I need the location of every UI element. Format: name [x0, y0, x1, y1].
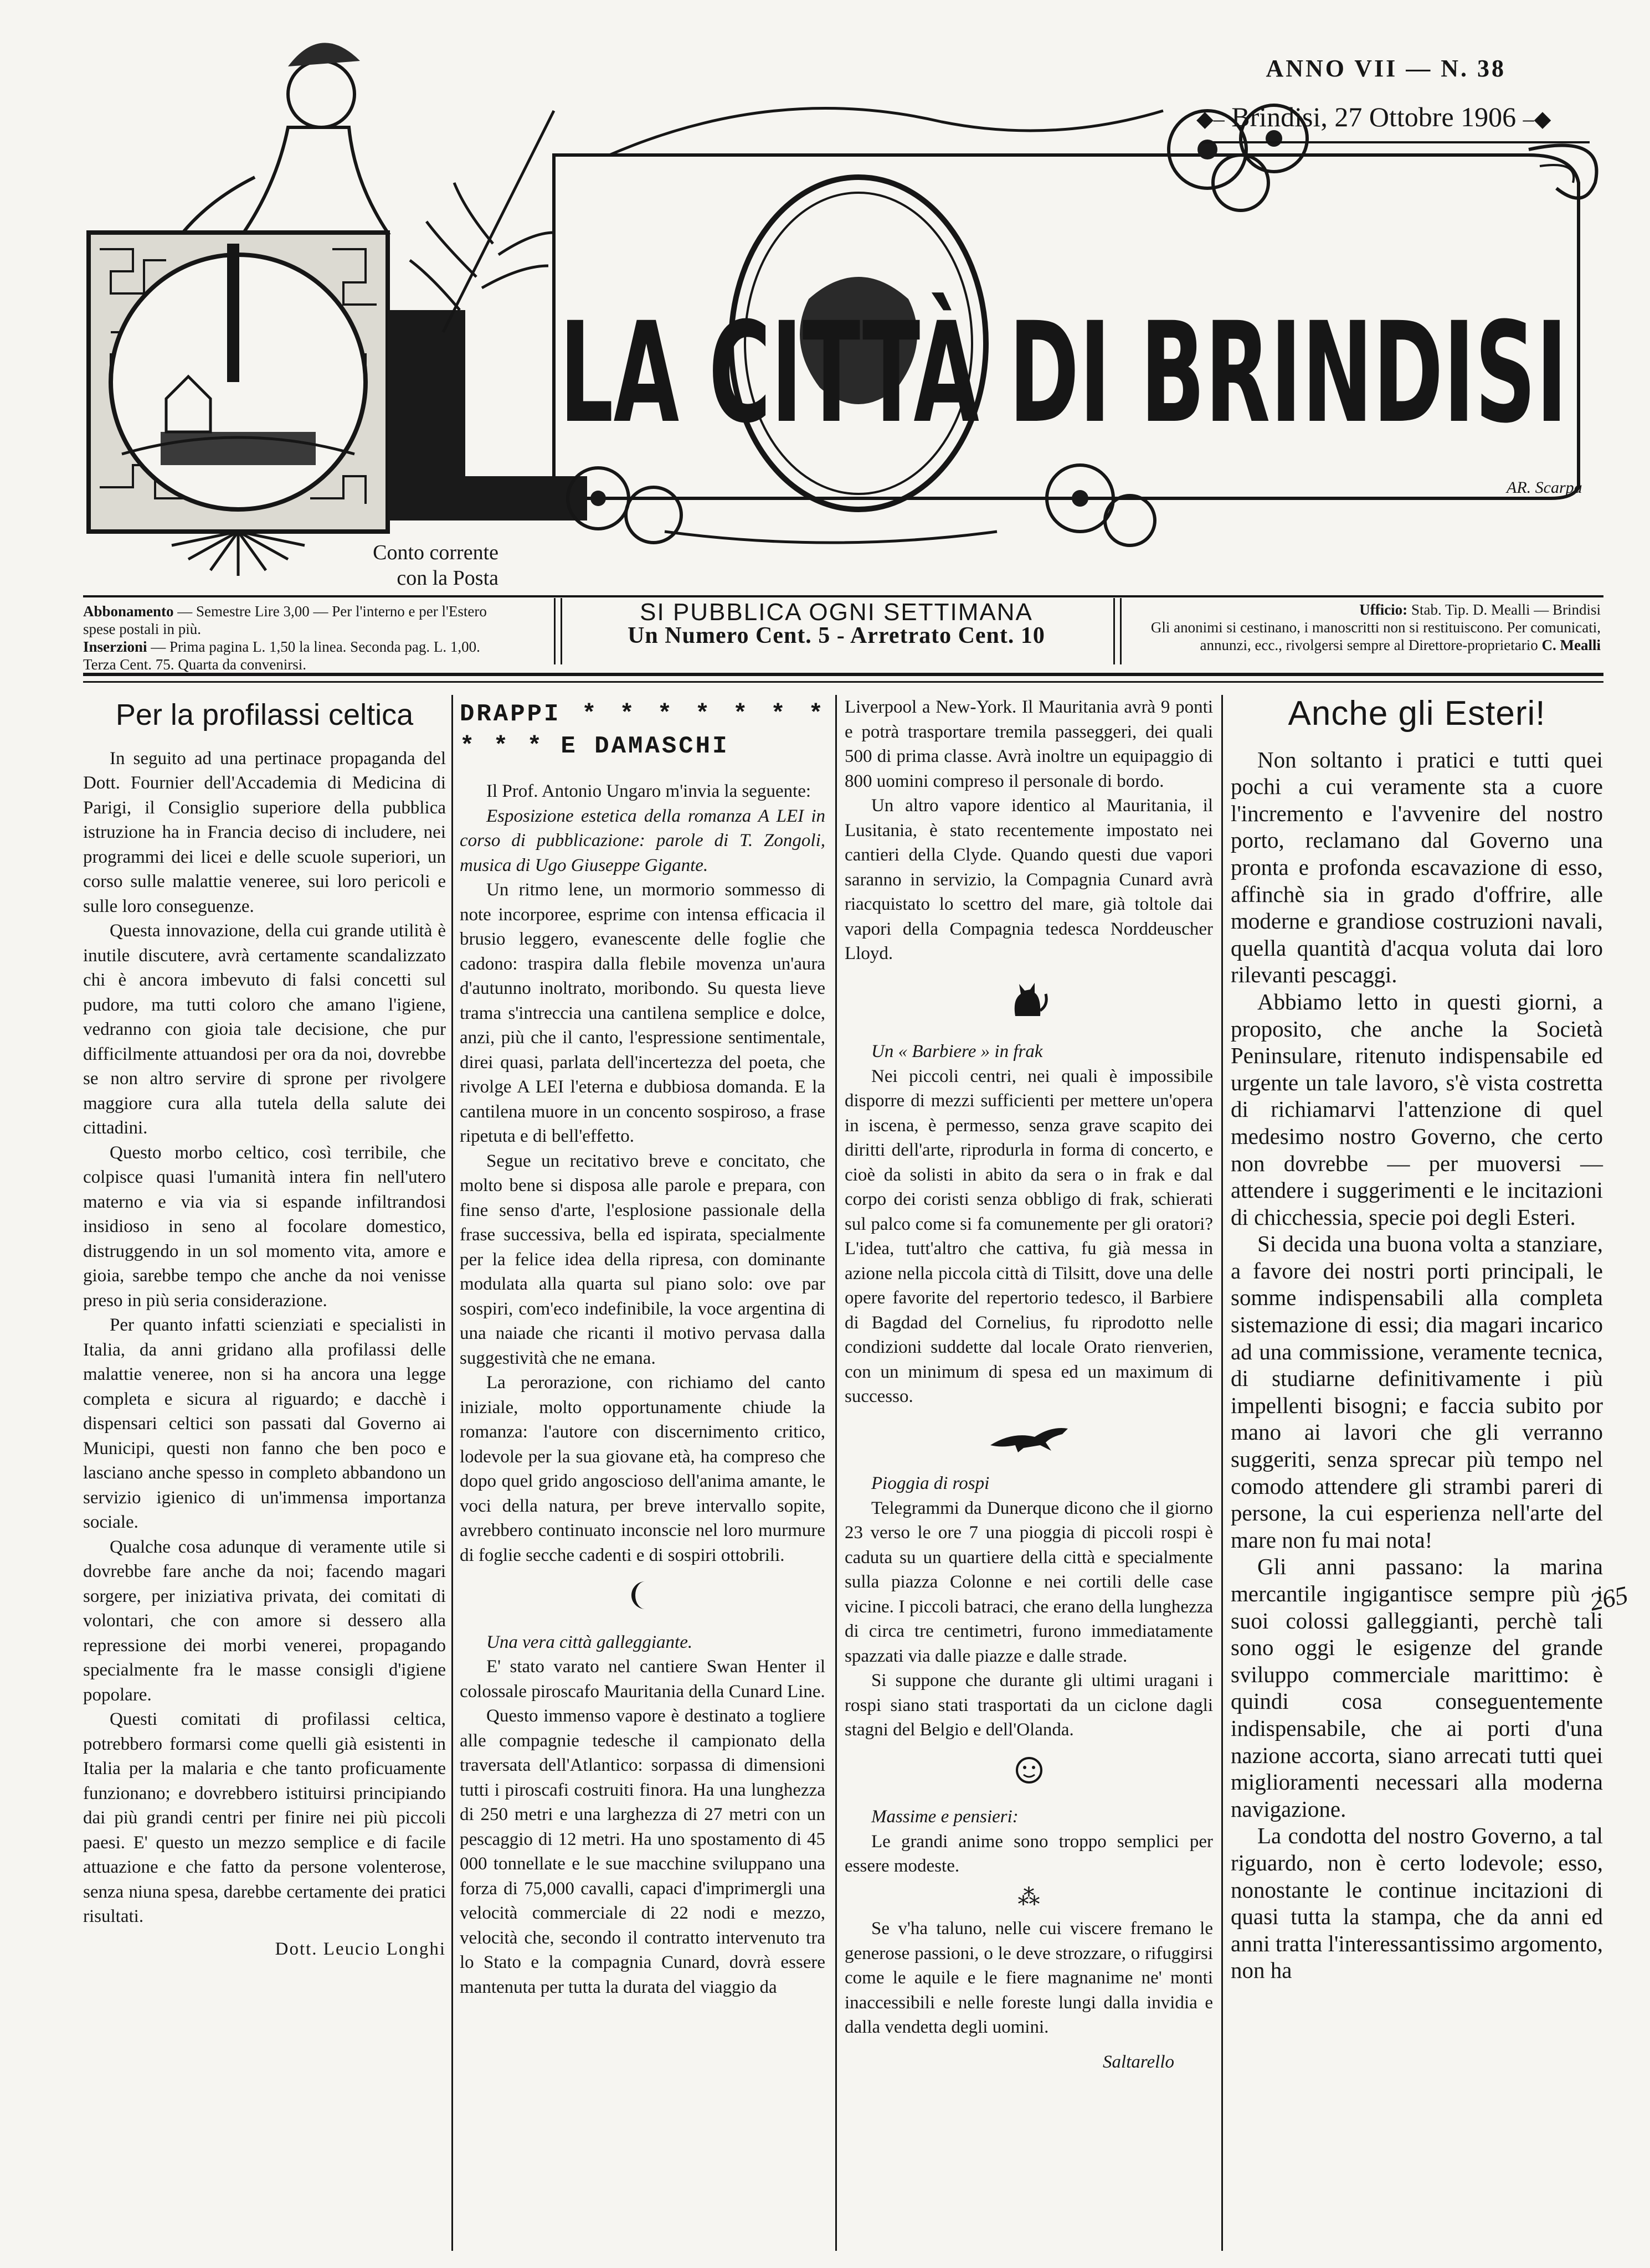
right-ornament-icon: ‒◆: [1523, 106, 1551, 131]
paragraph: Si decida una buona volta a stanziare, a favore dei nostri porti principali, le somme indispensabili alla completa sistemazione di essi; dia magari incarico ad una commissione, veramente tecnica, di studiarne definitivamente i più impellenti bisogni; e faccia subito por mano ai lavori che gli verranno suggeriti, senza sprecar più tempo nel comodo attendere gli strambi pareri di persone, la cui esperienza nell'arte del mare non fu mai nota!: [1231, 1231, 1603, 1553]
subheading: Una vera città galleggiante.: [486, 1632, 693, 1652]
subscription-info: [83, 602, 515, 673]
paragraph: Un ritmo lene, un mormorio sommesso di note incorporee, esprime con intensa efficacia il brusio leggero, evanescente delle foglie che cadono: traspira dalla flebile movenza un'aura d'autunno inoltrato, moribondo. Su questa lieve trama s'intreccia una cantilena semplice e dolce, anzi, più che il canto, l'espressione sentimentale, direi quasi, parlata dell'incertezza del poeta, che rivolge A LEI l'eterna e dubbiosa domanda. E la cantilena muore in un concento sospiroso, a frase ripetuta e di bell'effetto.: [460, 880, 825, 1146]
handwritten-note: 265: [1587, 1580, 1631, 1616]
issue-number: ANNO VII — N. 38: [1266, 55, 1506, 82]
dateline: [1196, 101, 1551, 133]
paragraph: Questo morbo celtico, così terribile, che colpisce quasi l'umanità intera fin nell'utero materno e via via si espande infiltrandosi insidioso in seno al focolare domestico, distruggendo in un sol momento vita, amore e gioia, sarebbe tempo che anche da noi venisse preso in più seria considerazione.: [83, 1142, 446, 1311]
lizard-icon: [845, 1420, 1213, 1461]
paragraph: Questo immenso vapore è destinato a togliere alle compagnie tedesche il campionato della traversata dell'Atlantico: sorpassa di dimensioni tutti i piroscafi costruiti finora. Ha una lunghezza di 250 metri e una larghezza di 27 metri con un pescaggio di 12 metri. Ha uno spostamento di 45 000 tonnellate e le sue macchine sviluppano una forza di 75,000 cavalli, capaci d'imprimergli una velocità commerciale di 22 nodi e mezzo, velocità che, secondo il contratto intervenuto tra lo Stato e la compagnia Cunard, dovrà essere mantenuta per tutta la durata del viaggio da: [460, 1706, 825, 1997]
face-icon: [845, 1754, 1213, 1794]
paragraph: Non soltanto i pratici e tutti quei pochi a cui veramente sta a cuore l'incremento e l'avvenire del nostro porto, reclamano dal Governo una pronta e profonda escavazione di esso, affinchè sia in grado d'offrire, alle moderne e grandiose costruzioni navali, quella quantità d'acqua voluta dai loro rilevanti pescaggi.: [1231, 746, 1603, 988]
asterism-icon: ⁂: [1017, 1884, 1040, 1910]
paragraph: Abbiamo letto in questi giorni, a proposito, che anche la Società Peninsulare, ritenuto indispensabile ed urgente un tale lavoro, s'è vista costretta di richiamarvi l'attenzione di quel medesimo nostro Governo, che certo non dovrebbe — per muoversi — attendere i suggerimenti e le incitazioni di chicchessia, specie poi degli Esteri.: [1231, 988, 1603, 1230]
abb-text: — Semestre Lire 3,00 — Per l'interno e per l'Estero spese postali in più.: [83, 603, 487, 637]
paragraph: Liverpool a New-York. Il Mauritania avrà 9 ponti e potrà trasportare tremila passeggeri, dei quali 500 di prima classe. Avrà inoltre un equipaggio di 800 uomini compreso il personale di bordo.: [845, 697, 1213, 791]
bar-rule-1: [83, 673, 1603, 676]
publication-frequency: SI PUBBLICA OGNI SETTIMANA: [640, 599, 1033, 626]
conto-line2: con la Posta: [397, 566, 498, 590]
masthead-illustration: [0, 0, 1650, 587]
column-rule-1: [451, 695, 453, 2251]
conto-corrente: [360, 540, 498, 591]
subheading: Massime e pensieri:: [871, 1807, 1019, 1827]
article-title: Per la profilassi celtica: [115, 698, 414, 731]
column-notizie: [845, 695, 1213, 2074]
paragraph: La perorazione, con richiamo del canto iniziale, molto opportunamente chiude la romanza: l'autore con discernimento critico, lodevole per la sua giovane età, ha compreso che dopo quel grido angoscioso dell'anima amante, le voci della natura, per breve intervallo sopite, avrebbero continuato inconscie nel loro murmure di foglie secche cadenti e di sospiri ottobrili.: [460, 1373, 825, 1565]
info-divider-right-2: [1120, 598, 1122, 664]
article-title: Anche gli Esteri!: [1288, 694, 1546, 733]
column-drappi: [460, 695, 825, 1999]
conto-line1: Conto corrente: [373, 541, 498, 564]
article-esteri: [1231, 695, 1603, 1984]
paragraph: Questi comitati di profilassi celtica, potrebbero formarsi come quelli già esistenti in Italia per la malaria e che tanto proficuamente funzionano; e dovrebbero istituirsi principiando dai più grandi centri per finire nei più piccoli paesi. E' questo un mezzo semplice e di facile attuazione e che fatto da persone volenterose, senza niuna spesa, darebbe certamente dei pratici risultati.: [83, 1709, 446, 1926]
black-cat-icon: [845, 977, 1213, 1029]
paragraph: Telegrammi da Dunerque dicono che il giorno 23 verso le ore 7 una pioggia di piccoli rospi è caduta su un quartiere della città e specialmente sulla piazza Colonne e nei cortili delle case vicine. I piccoli batraci, che erano della lunghezza di circa tre centimetri, furono immediatamente spazzati via dalle piazze e dalle strade.: [845, 1498, 1213, 1666]
moon-icon: [460, 1579, 825, 1619]
director-name: C. Mealli: [1541, 637, 1601, 653]
paragraph: Se v'ha taluno, nelle cui viscere fremano le generose passioni, o le deve strozzare, o rifuggirsi come le aquile e le fiere magnanime ne' monti inaccessibili e nelle foreste lungi dalla invidia e dalla vendetta degli uomini.: [845, 1919, 1213, 2037]
dateline-text: Brindisi, 27 Ottobre 1906: [1231, 101, 1517, 132]
abb-label: Abbonamento: [83, 603, 174, 620]
paragraph: Qualche cosa adunque di veramente utile si dovrebbe fare anche da noi; facendo magari sorgere, per iniziativa privata, dei comitati di volontari, che con amore si dessero alla repressione dei morbi venerei, propagando specialmente fra le masse consigli d'igiene popolare.: [83, 1537, 446, 1705]
paragraph: Questa innovazione, della cui grande utilità è inutile discutere, avrà certamente scandalizzato chi è ancora imbevuto di falsi concetti sul pudore, ma tutti coloro che amano l'igiene, vedranno con gioia tale decisione, che pur difficilmente attuandosi per ora da noi, dovrebbe se non altro servire di sprone per rivolgere maggiore cura alla tutela della salute dei cittadini.: [83, 921, 446, 1138]
paragraph: Nei piccoli centri, nei quali è impossibile disporre di mezzi sufficienti per mettere un'opera in iscena, è permesso, senza grave scapito dei diritti dell'arte, riprodurla in forma di concerto, e cioè da solisti in abito da sera o in frak e dal corpo dei coristi senza obbligo di frak, schierati sul palco come si fa comunemente per gli oratori? L'idea, tutt'altro che cattiva, fu già messa in azione nella piccola città di Tilsitt, dove una delle opere favorite del repertorio tedesco, il Barbiere di Bagdad del Cornelius, fu riprodotto nelle condizioni suddette dal locale Orato rienverien, con un minimum di spesa ed un maximum di successo.: [845, 1066, 1213, 1406]
paragraph: Si suppone che durante gli ultimi uragani i rospi siano stati trasportati da un ciclone dagli stagni del Belgio e dell'Olanda.: [845, 1671, 1213, 1740]
paragraph: Il Prof. Antonio Ungaro m'invia la seguente:: [486, 781, 811, 801]
author-signature: Saltarello: [1103, 2051, 1174, 2072]
info-divider-left: [554, 598, 556, 664]
ins-text: — Prima pagina L. 1,50 la linea. Seconda pag. L. 1,00. Terza Cent. 75. Quarta da convenirsi.: [83, 638, 480, 673]
office-notice: Gli anonimi si cestinano, i manoscritti non si restituiscono. Per comunicati, annunzi, ecc., rivolgersi sempre al Direttore-proprietario: [1150, 619, 1601, 653]
paragraph: La condotta del nostro Governo, a tal riguardo, non è certo lodevole; esso, nonostante le continue incitazioni di quasi tutta la stampa, che da anni ed anni tratta l'interessantissimo argomento, non ha: [1231, 1823, 1603, 1983]
office-text: Stab. Tip. D. Mealli — Brindisi: [1407, 601, 1601, 618]
column-rule-2: [835, 695, 837, 2251]
article-profilassi: [83, 695, 446, 1961]
office-label: Ufficio:: [1359, 601, 1408, 618]
section-title: DRAPPI * * * * * * * * * * E DAMASCHI: [460, 700, 825, 760]
paragraph: Gli anni passano: la marina mercantile ingigantisce sempre più i suoi colossi galleggianti, perchè tali sono oggi le esigenze del grande sviluppo commerciale marittimo: è quindi cosa conseguentemente indispensabile, che ai porti d'una nazione accorta, siano arrecati tutti quei miglioramenti necessari alla moderna navigazione.: [1231, 1554, 1603, 1822]
info-divider-left-2: [561, 598, 562, 664]
artist-signature: AR. Scarpa: [1507, 478, 1582, 497]
paragraph: Segue un recitativo breve e concitato, che molto bene si disposa alle parole e prepara, con fine senso d'arte, l'esplosione passionale della frase successiva, bella ed ispirata, specialmente per la felice idea della ripresa, con dominante modulata alla quarta sul piano solo: ove par sospiri, com'eco indefinibile, la voce argentina di una naiade che ricanti il motivo pervasa dalla suggestività che ne emana.: [460, 1151, 825, 1368]
paragraph: Per quanto infatti scienziati e specialisti in Italia, da anni gridano alla profilassi delle malattie veneree, non si ha ancora una legge completa e sicura al riguardo; e dacchè i dispensari celtici son passati dal Governo ai Municipi, questi non fanno che ben poco e lasciano anche spesso in completo abbandono un servizio igienico di un'immensa importanza sociale.: [83, 1315, 446, 1532]
paragraph: In seguito ad una pertinace propaganda del Dott. Fournier dell'Accademia di Medicina di Parigi, il Consiglio superiore della pubblica istruzione ha in Francia deciso di includere, nei programmi dei licei e delle scuole superiori, un corso sulle malattie veneree, sui loro pericoli e sulle loro conseguenze.: [83, 748, 446, 916]
masthead-title: LA CITTÀ DI BRINDISI: [559, 292, 1567, 453]
dateline-rule: [1202, 141, 1590, 143]
author-signature: Dott. Leucio Longhi: [275, 1939, 446, 1959]
paragraph: E' stato varato nel cantiere Swan Henter il colossale piroscafo Mauritania della Cunard Line.: [460, 1657, 825, 1702]
column-rule-3: [1221, 695, 1223, 2251]
ins-label: Inserzioni: [83, 638, 147, 655]
bar-rule-2: [83, 681, 1603, 683]
subheading: Un « Barbiere » in frak: [871, 1042, 1043, 1061]
left-ornament-icon: ◆‒: [1196, 106, 1225, 131]
top-rule: [83, 595, 1603, 597]
paragraph: Un altro vapore identico al Mauritania, il Lusitania, è stato recentemente impostato nei cantieri della Clyde. Quando questi due vapori saranno in servizio, la Compagnia Cunard avrà riacquistato lo scettro del mare, già toltole dai vapori della Compagnia tedesca Norddeuscher Lloyd.: [845, 796, 1213, 963]
price: Un Numero Cent. 5 - Arretrato Cent. 10: [628, 623, 1045, 648]
paragraph: Esposizione estetica della romanza A LEI in corso di pubblicazione: parole di T. Zongoli, musica di Ugo Giuseppe Gigante.: [460, 806, 825, 875]
info-divider-right: [1113, 598, 1115, 664]
publication-info: [570, 599, 1102, 648]
subheading: Pioggia di rospi: [871, 1473, 990, 1493]
office-info: [1147, 601, 1601, 654]
paragraph: Le grandi anime sono troppo semplici per essere modeste.: [845, 1831, 1213, 1876]
